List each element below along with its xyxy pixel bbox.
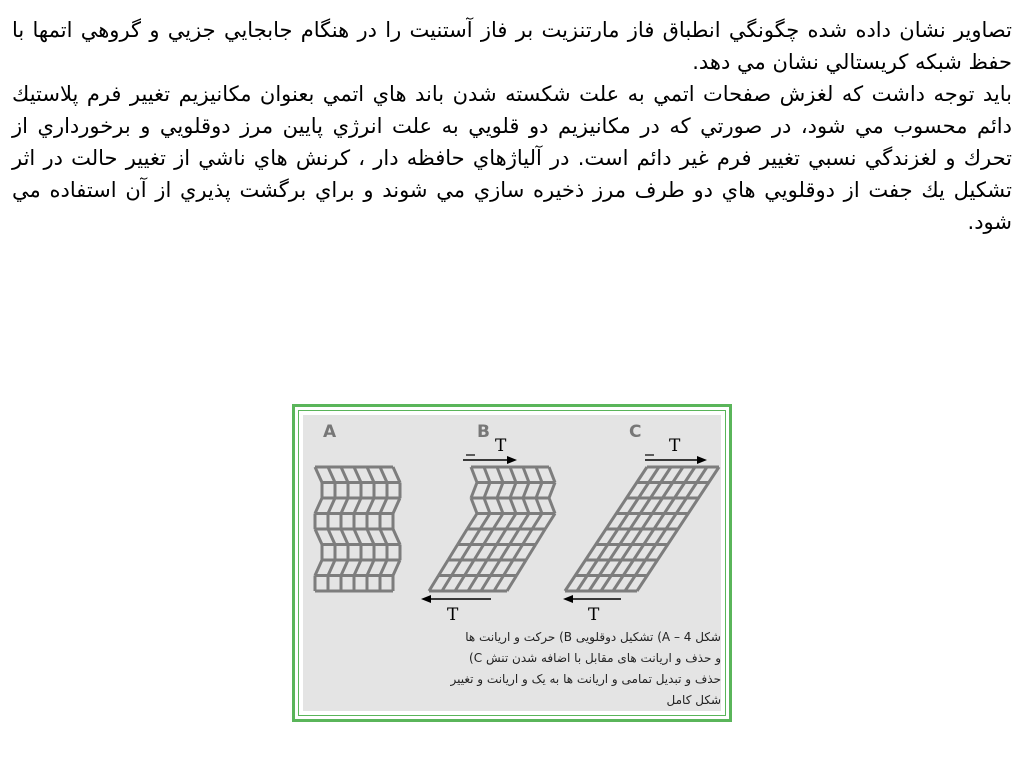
paragraph-2: بايد توجه داشت كه لغزش صفحات اتمي به علت شكسته شدن باند هاي اتمي بعنوان مكانيزيم تغيير فرم پلاستيك دائم محسوب مي شود، در صورتي كه در مكانيزيم دو قلويي به علت انرژي پايين مرز دوقلويي و برخورداري از تحرك و لغزندگي نسبي تغيير فرم غير دائم است. در آلياژهاي حافظه دار ، كرنش هاي ناشي از تغيير حالت در اثر تشكيل يك جفت از دوقلويي هاي دو طرف مرز ذخيره سازي مي شوند و براي برگشت پذيري از آن استفاده مي شود. xyxy=(12,82,1012,234)
lattice-b-column xyxy=(471,483,477,499)
lattice-twinned xyxy=(315,467,400,591)
lattice-b-column xyxy=(536,529,546,545)
lattice-b-column xyxy=(513,545,523,561)
lattice-b-column xyxy=(484,529,494,545)
lattice-b-column xyxy=(474,545,484,561)
lattice-b-column xyxy=(493,514,503,530)
lattice-b-column xyxy=(519,514,529,530)
lattice-b-column xyxy=(526,545,536,561)
shear-label-bottom-c: T xyxy=(588,605,600,625)
lattice-a-column xyxy=(380,560,387,576)
figure-frame xyxy=(292,404,732,722)
shear-arrow-bottom-c xyxy=(563,595,621,603)
caption-line-1: شکل 4 – A) تشکیل دوقلویی B) حرکت و اریانت ها xyxy=(465,630,721,644)
lattice-a-column xyxy=(393,529,400,545)
lattice-b-column xyxy=(455,576,465,592)
lattice-b-column xyxy=(491,560,501,576)
lattice-a-column xyxy=(354,529,361,545)
lattice-b-column xyxy=(536,467,542,483)
lattice-a-column xyxy=(393,560,400,576)
lattice-a-column xyxy=(328,498,335,514)
lattice-a-column xyxy=(315,498,322,514)
lattice-b-column xyxy=(532,514,542,530)
lattice-b-column xyxy=(497,498,503,514)
lattice-b-column xyxy=(510,529,520,545)
panel-label-c: C xyxy=(629,422,642,442)
lattice-a-column xyxy=(380,498,387,514)
lattice-b-column xyxy=(429,576,439,592)
lattice-b-column xyxy=(484,467,490,483)
lattice-b-column xyxy=(510,498,516,514)
lattice-b-column xyxy=(523,483,529,499)
lattice-b-column xyxy=(448,545,458,561)
lattice-b-column xyxy=(471,467,477,483)
lattice-a-column xyxy=(393,467,400,483)
lattice-b-column xyxy=(549,498,555,514)
lattice-b-column xyxy=(480,514,490,530)
caption-line-3: حذف و تبدیل تمامی و اریانت ها به یک و اریانت و تغییر xyxy=(450,672,721,686)
lattice-b-column xyxy=(484,483,490,499)
shear-label-bottom-b: T xyxy=(447,605,459,625)
lattice-a-column xyxy=(354,560,361,576)
lattice-a-column xyxy=(380,529,387,545)
lattice-a-column xyxy=(367,529,374,545)
paragraph-1: تصاوير نشان داده شده چگونگي انطباق فاز مارتنزيت بر فاز آستنيت را در هنگام جابجايي جزيي و گروهي اتمها با حفظ شبكه كريستالي نشان مي دهد. xyxy=(12,18,1012,74)
lattice-b-column xyxy=(536,483,542,499)
lattice-b-column xyxy=(471,498,477,514)
shear-arrow-top-c xyxy=(645,455,707,464)
lattice-b-column xyxy=(461,545,471,561)
lattice-b-column xyxy=(497,529,507,545)
lattice-a-column xyxy=(315,560,322,576)
lattice-a-column xyxy=(328,529,335,545)
lattice-b-column xyxy=(458,529,468,545)
caption-line-2: و حذف و اریانت های مقابل با اضافه شدن تنش C) xyxy=(469,651,721,665)
lattice-b-column xyxy=(500,545,510,561)
lattice-a-column xyxy=(367,498,374,514)
lattice-full-shear xyxy=(565,467,719,591)
panel-label-a: A xyxy=(323,422,337,442)
lattice-a-column xyxy=(315,467,322,483)
lattice-b-column xyxy=(506,514,516,530)
caption-line-4: شکل کامل xyxy=(666,693,721,707)
lattice-a-column xyxy=(367,467,374,483)
lattice-b-column xyxy=(484,498,490,514)
lattice-b-column xyxy=(442,576,452,592)
lattice-b-column xyxy=(452,560,462,576)
figure-caption xyxy=(317,627,721,711)
lattice-a-column xyxy=(328,467,335,483)
lattice-b-column xyxy=(487,545,497,561)
panel-label-b: B xyxy=(477,422,490,442)
lattice-a-column xyxy=(354,467,361,483)
lattice-b-column xyxy=(497,467,503,483)
lattice-b-column xyxy=(523,467,529,483)
body-text xyxy=(12,14,1012,238)
lattice-a-column xyxy=(367,560,374,576)
figure-panel xyxy=(303,415,721,711)
lattice-b-column xyxy=(494,576,504,592)
lattice-b-column xyxy=(510,467,516,483)
lattice-a-column xyxy=(354,498,361,514)
lattice-b-column xyxy=(465,560,475,576)
shear-arrow-top-b xyxy=(463,455,517,464)
lattice-b-column xyxy=(549,483,555,499)
lattice-a-column xyxy=(393,498,400,514)
lattice-a-column xyxy=(315,529,322,545)
lattice-b-column xyxy=(523,498,529,514)
lattice-b-column xyxy=(504,560,514,576)
lattice-b-column xyxy=(536,498,542,514)
lattice-b-column xyxy=(468,576,478,592)
shear-arrow-bottom-b xyxy=(421,595,491,603)
lattice-a-column xyxy=(380,467,387,483)
lattice-a-column xyxy=(328,560,335,576)
lattice-b-column xyxy=(497,483,503,499)
lattice-b-column xyxy=(517,560,527,576)
lattice-b-column xyxy=(549,467,555,483)
lattice-partial-shear xyxy=(429,467,555,591)
lattice-a-column xyxy=(341,467,348,483)
lattice-b-column xyxy=(545,514,555,530)
lattice-a-column xyxy=(341,560,348,576)
lattice-b-column xyxy=(523,529,533,545)
lattice-b-column xyxy=(439,560,449,576)
shear-label-top-c: T xyxy=(669,436,681,456)
lattice-b-column xyxy=(510,483,516,499)
lattice-b-column xyxy=(507,576,517,592)
lattice-a-column xyxy=(341,529,348,545)
lattice-b-column xyxy=(481,576,491,592)
lattice-b-column xyxy=(478,560,488,576)
lattice-b-column xyxy=(467,514,477,530)
lattice-a-column xyxy=(341,498,348,514)
shear-label-top-b: T xyxy=(495,436,507,456)
lattice-b-column xyxy=(471,529,481,545)
